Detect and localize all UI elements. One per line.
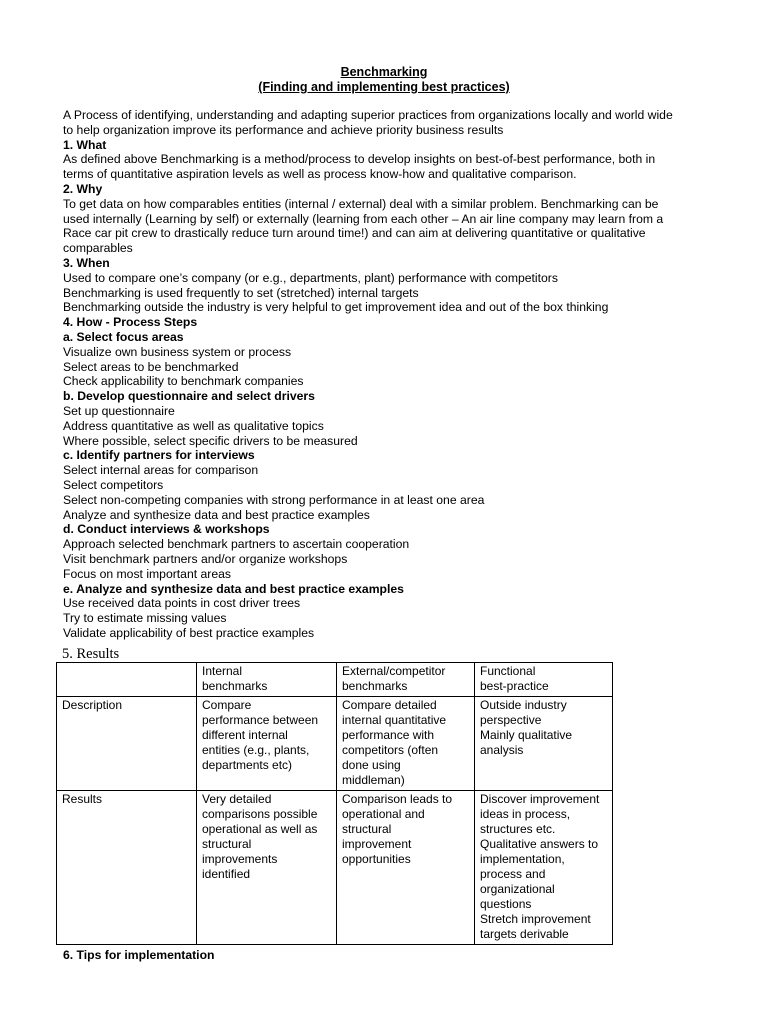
section-line: Used to compare one’s company (or e.g., departments, plant) performance with competitors xyxy=(63,270,558,285)
cell-line: Internal xyxy=(202,664,243,678)
table-cell xyxy=(475,791,613,945)
cell-line: performance between xyxy=(202,713,319,727)
table-cell xyxy=(57,663,197,697)
step-line: Set up questionnaire xyxy=(63,403,175,418)
step-line: Where possible, select specific drivers to be measured xyxy=(63,433,358,448)
cell-line: done using xyxy=(342,758,401,772)
step-line: Select competitors xyxy=(63,477,164,492)
section-line: comparables xyxy=(63,241,133,256)
cell-line: Comparison leads to xyxy=(342,792,453,806)
step-line: Check applicability to benchmark companies xyxy=(63,374,304,389)
step-line: Focus on most important areas xyxy=(63,566,231,581)
section-line: To get data on how comparables entities (internal / external) deal with a similar problem. Benchmarking can be xyxy=(63,196,659,211)
cell-line: best-practice xyxy=(480,679,549,693)
step-line: Select areas to be benchmarked xyxy=(63,359,239,374)
cell-line: comparisons possible xyxy=(202,807,318,821)
section-line: Race car pit crew to drastically reduce turn around time!) and can aim at delivering quantitative or qualitative xyxy=(63,226,646,241)
section-line: As defined above Benchmarking is a method/process to develop insights on best-of-best performance, both in xyxy=(63,152,656,167)
cell-line: ideas in process, xyxy=(480,807,571,821)
section-heading-when: 3. When xyxy=(63,255,110,270)
cell-line: analysis xyxy=(480,743,524,757)
cell-line: Compare xyxy=(202,698,252,712)
cell-line: Description xyxy=(62,698,123,712)
step-line: Analyze and synthesize data and best practice examples xyxy=(63,507,370,522)
cell-line: Very detailed xyxy=(202,792,272,806)
step-line: Select non-competing companies with strong performance in at least one area xyxy=(63,492,485,507)
table-cell xyxy=(337,791,475,945)
step-heading: c. Identify partners for interviews xyxy=(63,448,255,463)
intro-line: to help organization improve its performance and achieve priority business results xyxy=(63,122,504,137)
cell-line: Compare detailed xyxy=(342,698,437,712)
cell-line: structures etc. xyxy=(480,822,556,836)
section-line: Benchmarking is used frequently to set (stretched) internal targets xyxy=(63,285,419,300)
cell-line: identified xyxy=(202,867,251,881)
cell-line: Qualitative answers to xyxy=(480,837,599,851)
table-cell xyxy=(57,697,197,791)
step-line: Validate applicability of best practice examples xyxy=(63,625,315,640)
section-heading-how: 4. How - Process Steps xyxy=(63,315,198,330)
document-body xyxy=(63,108,703,641)
cell-line: entities (e.g., plants, xyxy=(202,743,310,757)
cell-line: benchmarks xyxy=(202,679,268,693)
section-line: terms of quantitative aspiration levels as well as process know-how and qualitative comparison. xyxy=(63,167,577,182)
cell-line: structural xyxy=(342,822,392,836)
cell-line: Results xyxy=(62,792,103,806)
step-heading: a. Select focus areas xyxy=(63,329,184,344)
cell-line: performance with xyxy=(342,728,435,742)
step-line: Visit benchmark partners and/or organize workshops xyxy=(63,551,348,566)
cell-line: opportunities xyxy=(342,852,411,866)
cell-line: benchmarks xyxy=(342,679,408,693)
cell-line: operational and xyxy=(342,807,425,821)
cell-line: Stretch improvement xyxy=(480,912,591,926)
cell-line: middleman) xyxy=(342,773,405,787)
cell-line: questions xyxy=(480,897,532,911)
results-heading: 5. Results xyxy=(62,646,120,662)
section-line: Benchmarking outside the industry is very helpful to get improvement idea and out of the box thinking xyxy=(63,300,609,315)
step-line: Try to estimate missing values xyxy=(63,611,227,626)
section-heading-what: 1. What xyxy=(63,137,107,152)
table-cell xyxy=(337,663,475,697)
table-cell xyxy=(197,697,337,791)
cell-line: improvement xyxy=(342,837,412,851)
cell-line: perspective xyxy=(480,713,542,727)
cell-line: implementation, xyxy=(480,852,565,866)
step-line: Approach selected benchmark partners to ascertain cooperation xyxy=(63,537,410,552)
cell-line: targets derivable xyxy=(480,927,569,941)
cell-line: Functional xyxy=(480,664,536,678)
cell-line: Outside industry xyxy=(480,698,567,712)
table-header-row xyxy=(57,663,613,697)
cell-line: organizational xyxy=(480,882,555,896)
step-line: Use received data points in cost driver trees xyxy=(63,596,301,611)
cell-line: operational as well as xyxy=(202,822,318,836)
section-heading-why: 2. Why xyxy=(63,181,103,196)
step-line: Select internal areas for comparison xyxy=(63,463,259,478)
section-line: used internally (Learning by self) or externally (learning from each other – An air line company may learn from a xyxy=(63,211,664,226)
cell-line: departments etc) xyxy=(202,758,293,772)
intro-line: A Process of identifying, understanding and adapting superior practices from organizations locally and world wide xyxy=(63,108,673,122)
cell-line: improvements xyxy=(202,852,278,866)
cell-line: different internal xyxy=(202,728,288,742)
cell-line: External/competitor xyxy=(342,664,446,678)
document-subtitle: (Finding and implementing best practices) xyxy=(258,80,510,94)
cell-line: Mainly qualitative xyxy=(480,728,573,742)
table-cell xyxy=(197,791,337,945)
table-cell xyxy=(337,697,475,791)
table-cell xyxy=(475,697,613,791)
step-line: Visualize own business system or process xyxy=(63,344,292,359)
tips-heading: 6. Tips for implementation xyxy=(63,948,215,962)
step-line: Address quantitative as well as qualitative topics xyxy=(63,418,324,433)
cell-line: structural xyxy=(202,837,252,851)
document-title: Benchmarking xyxy=(340,65,428,79)
cell-line: process and xyxy=(480,867,546,881)
step-heading: b. Develop questionnaire and select drivers xyxy=(63,389,315,404)
step-heading: d. Conduct interviews & workshops xyxy=(63,522,270,537)
cell-line: Discover improvement xyxy=(480,792,600,806)
cell-line: competitors (often xyxy=(342,743,439,757)
table-cell xyxy=(475,663,613,697)
table-cell xyxy=(57,791,197,945)
table-cell xyxy=(197,663,337,697)
table-row xyxy=(57,791,613,945)
cell-line: internal quantitative xyxy=(342,713,447,727)
results-table xyxy=(56,662,613,945)
table-row xyxy=(57,697,613,791)
step-heading: e. Analyze and synthesize data and best practice examples xyxy=(63,581,404,596)
